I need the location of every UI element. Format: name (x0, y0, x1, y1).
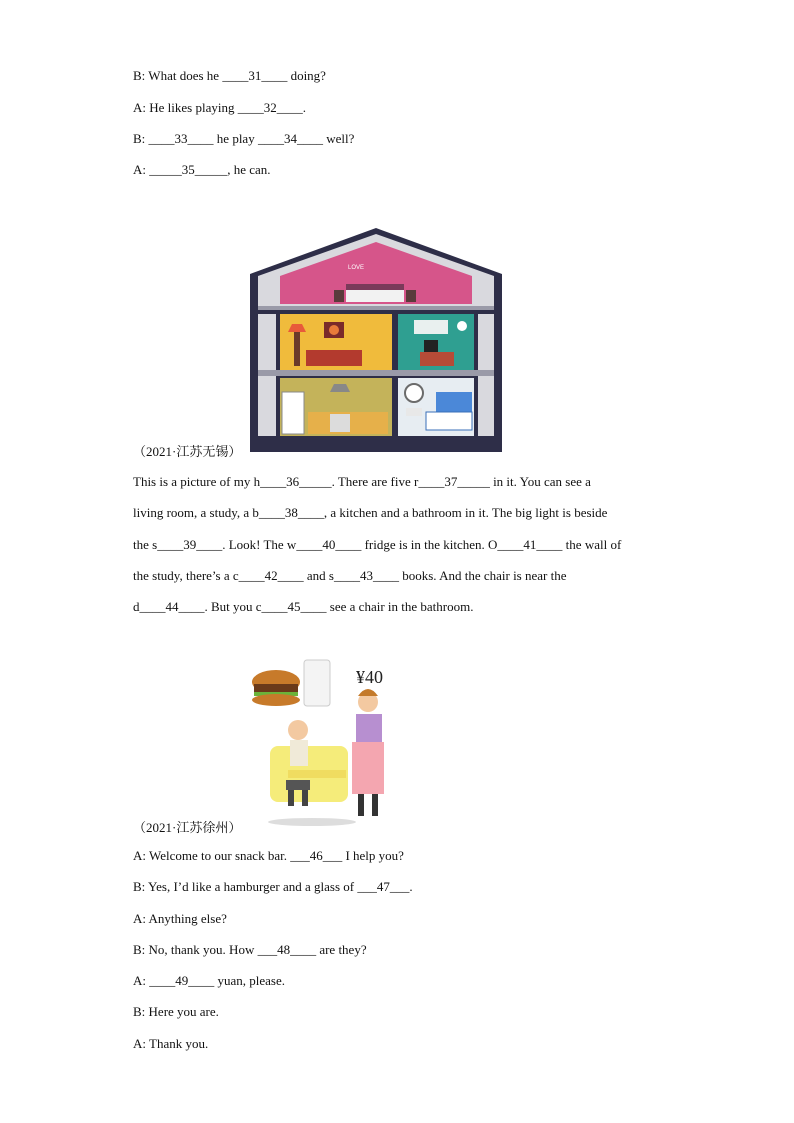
dialog-text: , he can. (227, 162, 271, 177)
dialog-text: doing? (287, 68, 326, 83)
answer-blank: ____34____ (257, 131, 323, 146)
source-label-2: （2021·江苏徐州） (133, 820, 242, 835)
dialog-text: A: He likes playing (133, 100, 238, 115)
dialog-text: well? (322, 131, 355, 146)
dialog-text: B: (133, 131, 149, 146)
dialog2-line-5: A: ____49____ yuan, please. (133, 973, 286, 988)
answer-blank: ____32____ (237, 100, 303, 115)
price-tag: ¥40 (356, 667, 383, 687)
source-label-1: （2021·江苏无锡） (133, 444, 242, 459)
love-sign: LOVE (348, 265, 365, 271)
dialog-text: he play (213, 131, 258, 146)
snack-bar-illustration (248, 652, 408, 828)
dialog1-line-1 (133, 68, 326, 84)
answer-blank: ____31____ (222, 68, 288, 83)
answer-blank: _____35_____ (149, 162, 228, 177)
dialog2-line-1: A: Welcome to our snack bar. ___46___ I help you? (133, 848, 404, 863)
dialog-text: B: What does he (133, 68, 223, 83)
passage-line-4: the study, there’s a c____42____ and s____43____ books. And the chair is near the (133, 568, 567, 583)
answer-blank: ____33____ (148, 131, 214, 146)
dialog-text: A: (133, 162, 150, 177)
passage-line-2: living room, a study, a b____38____, a kitchen and a bathroom in it. The big light is beside (133, 505, 608, 520)
dialog2-line-7: A: Thank you. (133, 1036, 209, 1051)
dialog2-line-4: B: No, thank you. How ___48____ are they? (133, 942, 367, 957)
house-illustration (250, 228, 502, 452)
dialog2-line-2: B: Yes, I’d like a hamburger and a glass of ___47___. (133, 879, 413, 894)
dialog1-line-3 (133, 131, 354, 147)
dialog1-line-2 (133, 100, 306, 116)
passage-line-1: This is a picture of my h____36_____. There are five r____37_____ in it. You can see a (133, 474, 591, 489)
passage-line-5: d____44____. But you c____45____ see a chair in the bathroom. (133, 599, 474, 614)
dialog1-line-4 (133, 162, 271, 178)
dialog-text: . (302, 100, 306, 115)
passage-line-3: the s____39____. Look! The w____40____ fridge is in the kitchen. O____41____ the wall of (133, 537, 622, 552)
dialog2-line-6: B: Here you are. (133, 1004, 219, 1019)
dialog2-line-3: A: Anything else? (133, 911, 227, 926)
